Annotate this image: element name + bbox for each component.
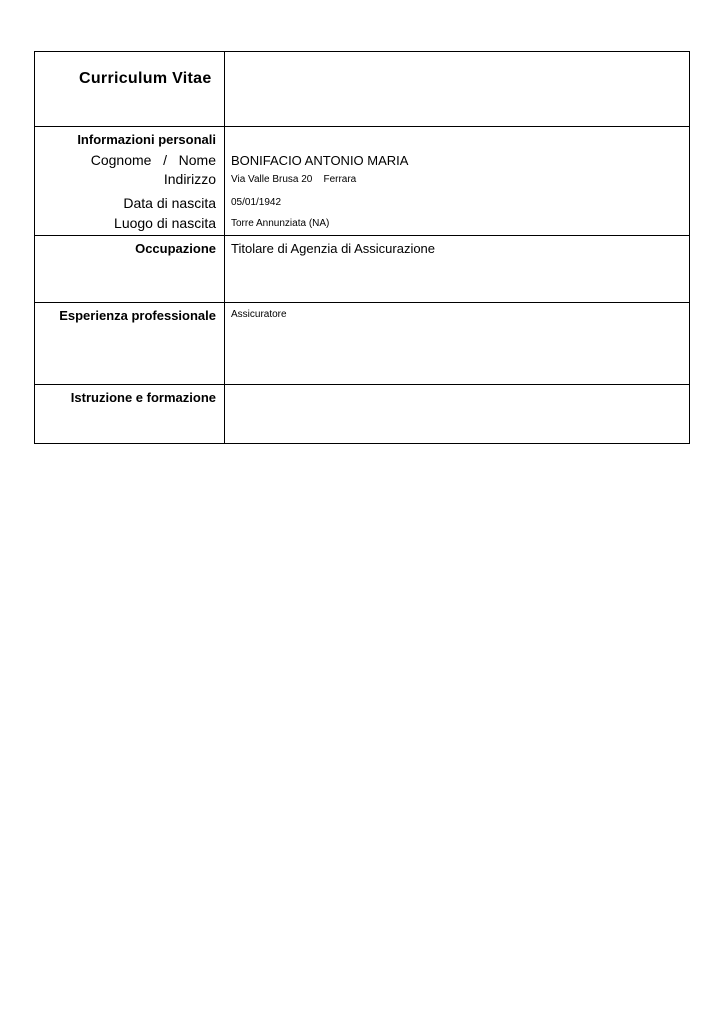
education-label: Istruzione e formazione xyxy=(70,390,216,405)
row-divider xyxy=(35,235,689,236)
address-value: Via Valle Brusa 20 Ferrara xyxy=(231,174,357,185)
name-label: Cognome / Nome xyxy=(90,152,216,168)
occupation-value: Titolare di Agenzia di Assicurazione xyxy=(231,241,436,256)
row-divider xyxy=(35,302,689,303)
name-value: BONIFACIO ANTONIO MARIA xyxy=(231,153,409,168)
cv-table xyxy=(34,51,690,444)
experience-label: Esperienza professionale xyxy=(59,308,216,323)
birth-date-value: 05/01/1942 xyxy=(231,197,282,208)
birth-place-value: Torre Annunziata (NA) xyxy=(231,218,330,229)
page-title: Curriculum Vitae xyxy=(79,70,212,87)
row-divider xyxy=(35,126,689,127)
occupation-label: Occupazione xyxy=(135,241,216,256)
birth-place-label: Luogo di nascita xyxy=(114,215,216,231)
address-label: Indirizzo xyxy=(163,171,216,187)
experience-value: Assicuratore xyxy=(231,309,287,320)
birth-date-label: Data di nascita xyxy=(123,195,216,211)
personal-section-label: Informazioni personali xyxy=(77,132,216,147)
row-divider xyxy=(35,384,689,385)
